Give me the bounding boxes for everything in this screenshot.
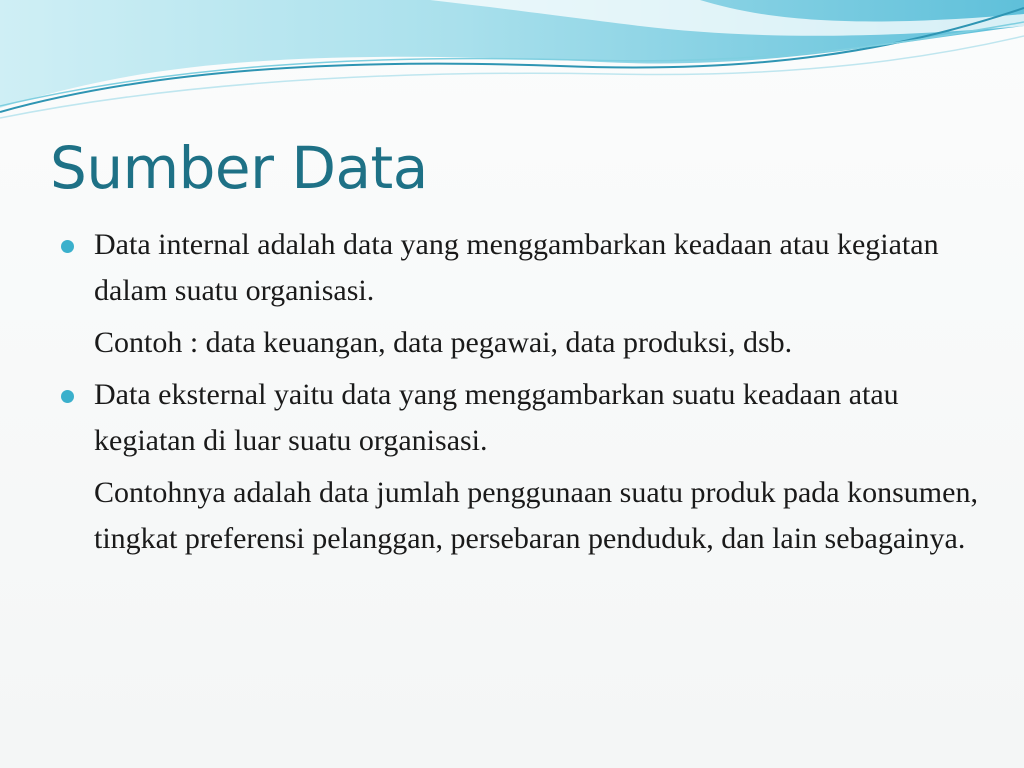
wave-band [0, 0, 1024, 108]
bullet-list [60, 222, 980, 568]
continuation-paragraph [60, 320, 980, 366]
paragraph-text: Contohnya adalah data jumlah penggunaan suatu produk pada konsumen, tingkat preferensi pelanggan, persebaran penduduk, dan lain sebagainya. [94, 476, 978, 555]
paragraph-text: Contoh : data keuangan, data pegawai, data produksi, dsb. [94, 326, 793, 359]
bullet-item [60, 372, 980, 464]
bullet-dot-icon [61, 390, 74, 403]
bullet-text: Data internal adalah data yang menggambarkan keadaan atau kegiatan dalam suatu organisasi. [94, 228, 939, 307]
bullet-item [60, 222, 980, 314]
bullet-text: Data eksternal yaitu data yang menggambarkan suatu keadaan atau kegiatan di luar suatu organisasi. [94, 378, 899, 457]
header-wave-decoration [0, 0, 1024, 130]
slide-title: Sumber Data [50, 134, 428, 202]
continuation-paragraph [60, 470, 980, 562]
bullet-dot-icon [61, 240, 74, 253]
